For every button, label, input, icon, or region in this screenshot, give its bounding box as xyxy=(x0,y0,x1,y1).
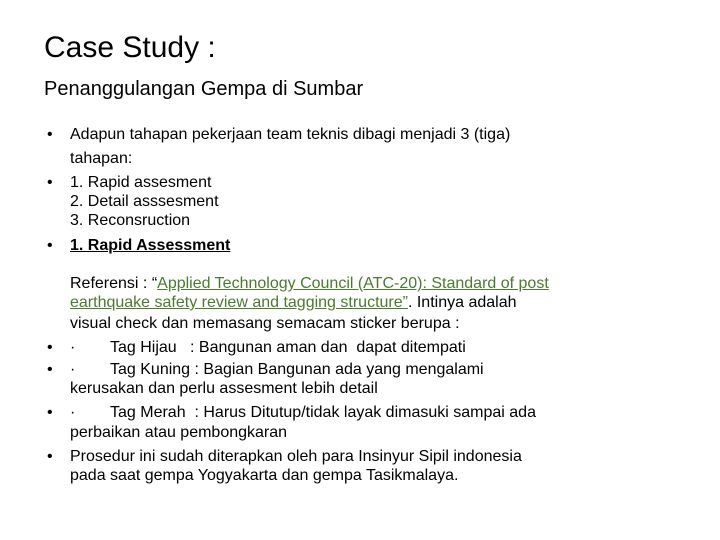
tag-hijau-line xyxy=(70,338,466,357)
reference-suffix: . Intinya adalah xyxy=(407,294,517,311)
bullet-marker: • xyxy=(47,339,53,356)
closing-line2: pada saat gempa Yogyakarta dan gempa Tasikmalaya. xyxy=(70,467,459,484)
tag-merah-text: Tag Merah : Harus Ditutup/tidak layak dimasuki sampai ada xyxy=(110,404,536,421)
item1-line1: Adapun tahapan pekerjaan team teknis dibagi menjadi 3 (tiga) xyxy=(70,126,511,143)
bullet-marker: • xyxy=(47,237,53,254)
closing-line1: Prosedur ini sudah diterapkan oleh para Insinyur Sipil indonesia xyxy=(70,448,522,465)
reference-line3: visual check dan memasang semacam sticker berupa : xyxy=(70,315,460,332)
bullet-marker: • xyxy=(47,404,53,421)
tag-merah-line2: perbaikan atau pembongkaran xyxy=(70,424,288,441)
reference-link-part1[interactable]: Applied Technology Council (ATC-20): Standard of post xyxy=(157,275,549,292)
slide-title: Case Study : xyxy=(44,31,216,64)
item2-line3: 3. Reconsruction xyxy=(70,212,191,229)
item2-line1: 1. Rapid assesment xyxy=(70,174,212,191)
reference-line2 xyxy=(70,293,517,312)
bullet-marker: • xyxy=(47,174,53,191)
tag-dot: · xyxy=(70,361,76,378)
bullet-marker: • xyxy=(47,448,53,465)
tag-kuning-text: Tag Kuning : Bagian Bangunan ada yang mengalami xyxy=(110,361,484,378)
reference-prefix: Referensi : “ xyxy=(70,275,158,292)
bullet-marker: • xyxy=(47,361,53,378)
tag-hijau-text: Tag Hijau : Bangunan aman dan dapat ditempati xyxy=(110,339,466,356)
bullet-marker: • xyxy=(47,126,53,143)
tag-merah-line1 xyxy=(70,403,536,422)
tag-dot: · xyxy=(70,339,76,356)
reference-link-part2[interactable]: earthquake safety review and tagging structure” xyxy=(70,294,408,311)
tag-kuning-line2: kerusakan dan perlu assesment lebih detail xyxy=(70,380,378,397)
tag-kuning-line1 xyxy=(70,360,484,379)
slide-subtitle: Penanggulangan Gempa di Sumbar xyxy=(44,78,364,100)
tag-dot: · xyxy=(70,404,76,421)
item2-line2: 2. Detail asssesment xyxy=(70,193,219,210)
item3-heading: 1. Rapid Assessment xyxy=(70,237,231,254)
reference-line1 xyxy=(70,274,549,293)
item1-line2: tahapan: xyxy=(70,150,133,167)
